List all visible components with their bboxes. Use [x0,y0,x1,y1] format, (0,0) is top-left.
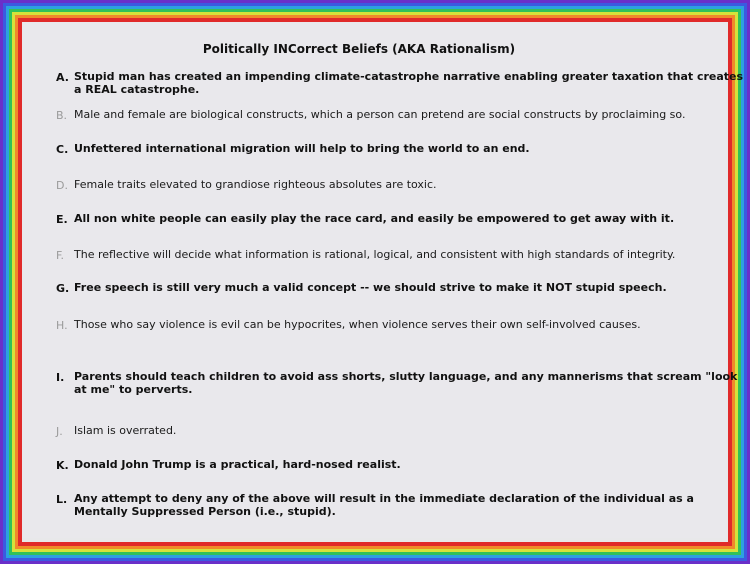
item-letter: A. [56,71,69,84]
item-text: Free speech is still very much a valid concept -- we should strive to make it NOT stupid speech. [74,281,667,294]
content-panel [22,22,744,538]
item-text: Stupid man has created an impending climate-catastrophe narrative enabling greater taxation that creates a REAL catastrophe. [74,70,744,96]
item-text: Unfettered international migration will help to bring the world to an end. [74,142,530,155]
item-text: Male and female are biological constructs, which a person can pretend are social constructs by proclaiming so. [74,108,686,121]
item-text: Islam is overrated. [74,424,177,437]
item-letter: I. [56,371,65,384]
item-text: Donald John Trump is a practical, hard-nosed realist. [74,458,401,471]
item-text: All non white people can easily play the race card, and easily be empowered to get away with it. [74,212,675,225]
item-letter: D. [56,179,68,192]
item-letter: E. [56,213,68,226]
item-text: Any attempt to deny any of the above will result in the immediate declaration of the individual as a Mentally Suppressed Person (i.e., stupid). [74,492,694,518]
item-text: Parents should teach children to avoid ass shorts, slutty language, and any mannerisms that scream "look at me" to perverts. [74,370,738,396]
item-letter: B. [56,109,68,122]
page-title: Politically INCorrect Beliefs (AKA Rationalism) [202,42,516,56]
item-letter: J. [56,425,63,438]
item-letter: K. [56,459,69,472]
item-letter: H. [56,319,68,332]
item-letter: F. [56,249,65,262]
item-text: Female traits elevated to grandiose righteous absolutes are toxic. [74,178,437,191]
item-letter: G. [56,282,70,295]
item-letter: C. [56,143,69,156]
item-letter: L. [56,493,68,506]
item-text: The reflective will decide what information is rational, logical, and consistent with high standards of integrity. [74,248,676,261]
item-text: Those who say violence is evil can be hypocrites, when violence serves their own self-involved causes. [74,318,641,331]
